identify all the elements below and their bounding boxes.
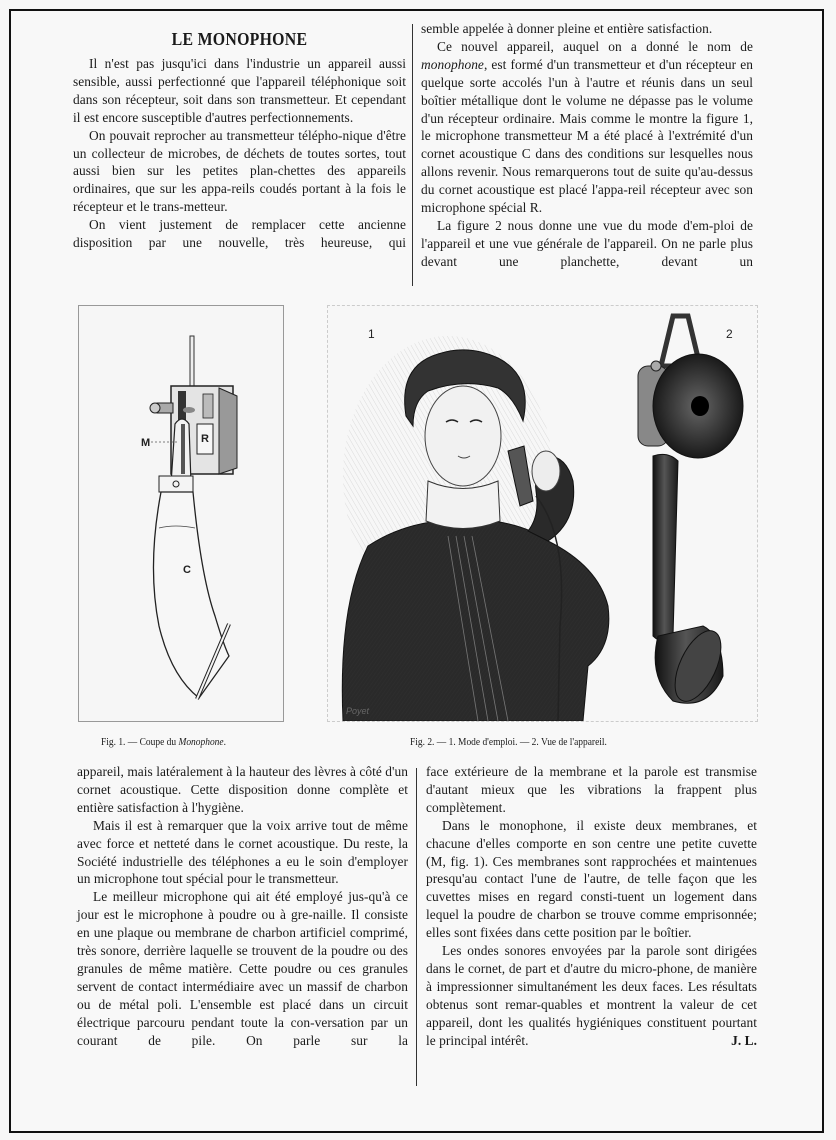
- label-c: C: [183, 564, 191, 576]
- text: Ce nouvel appareil, auquel on a donné le nom de: [437, 38, 753, 54]
- caption-italic: Monophone: [178, 737, 224, 748]
- column-bottom-left: [77, 763, 408, 1050]
- figure-1-caption: [101, 737, 226, 748]
- paragraph: On vient justement de remplacer cette ancienne disposition par une nouvelle, très heureuse, qui: [73, 217, 406, 251]
- paragraph: Mais il est à remarquer que la voix arrive tout de même avec force et netteté dans le cornet acoustique. Du reste, la Société industrielle des téléphones a eu le soin d'employer un microphone tout spécial pour le transmetteur.: [77, 817, 408, 887]
- paragraph-continuation: semble appelée à donner pleine et entière satisfaction.: [421, 21, 713, 36]
- label-m: M: [141, 437, 151, 449]
- text: Les ondes sonores envoyées par la parole sont dirigées dans le cornet, de part et d'autre du micro-phone, de manière à impressionner simultanément les deux faces. Les résultats obtenus sont remar-quables et montrent la valeur de cet appareil, dont les qualités hygiéniques constituent pourtant le principal intérêt.: [426, 943, 757, 1048]
- monophone-cross-section-drawing: [79, 306, 283, 721]
- column-bottom-right: [426, 763, 757, 1050]
- paragraph: La figure 2 nous donne une vue du mode d'em-ploi de l'appareil et une vue générale de l'appareil. On ne parle plus devant une planchette, devant un: [421, 217, 753, 269]
- paragraph: [421, 38, 753, 217]
- paragraph: Dans le monophone, il existe deux membranes, et chacune d'elles comporte en son centre une petite cuvette (M, fig. 1). Ces membranes sont rapprochées et maintenues presqu'au contact l'une de l'autre, de telle façon que les cuvettes mises en regard consti-tuent un logement dans lequel la poudre de charbon se trouve comme emprisonnée; elles sont fixées dans cette position par le boîtier.: [426, 817, 757, 941]
- paragraph-continuation: face extérieure de la membrane et la parole est transmise d'autant mieux que les vibrations la frappent plus complètement.: [426, 764, 757, 815]
- paragraph-continuation: appareil, mais latéralement à la hauteur des lèvres à côté d'un cornet acoustique. Cette disposition donne complète et entière satisfaction à l'hygiène.: [77, 764, 408, 815]
- figure-1-cross-section: [78, 305, 284, 722]
- column-top-right: [421, 20, 753, 271]
- panel-number-1: 1: [368, 327, 375, 341]
- italic-term: monophone: [421, 56, 484, 72]
- acoustic-horn: [153, 492, 229, 698]
- paragraph: [426, 942, 757, 1049]
- paragraph: Il n'est pas jusqu'ici dans l'industrie un appareil aussi sensible, aussi perfectionné que l'appareil téléphonique soit dans son récepteur, soit dans son transmetteur. Et cependant il est encore susceptible d'autres perfectionnements.: [73, 56, 406, 125]
- text: , est formé d'un transmetteur et d'un récepteur en quelque sorte accolés l'un à l'autre et réunis dans un seul boîtier métallique dont le volume ne dépasse pas le volume d'un récepteur ordinaire. Mais comme le montre la figure 1, le microphone transmetteur M a été placé à l'extrémité d'un cornet acoustique C dans des conditions sur lesquelles nous allons revenir. Nous remarquerons tout de suite qu'au-dessus du cornet acoustique est placé l'appa-reil récepteur avec son microphone spécial R.: [421, 56, 753, 216]
- column-top-left: [73, 28, 406, 252]
- rod: [190, 336, 194, 388]
- figure-2-caption: Fig. 2. — 1. Mode d'emploi. — 2. Vue de l'appareil.: [410, 737, 607, 748]
- caption-text: Fig. 1. — Coupe du: [101, 737, 179, 748]
- figure-2-illustration: [327, 305, 758, 722]
- artist-signature: Poyet: [346, 706, 370, 716]
- column-divider-top: [412, 24, 413, 286]
- device-horn: [653, 454, 678, 641]
- author-signature: J. L.: [731, 1032, 757, 1048]
- caption-text: .: [223, 737, 226, 748]
- woman-using-monophone-engraving: [328, 306, 757, 721]
- label-r: R: [201, 433, 209, 445]
- article-title: LE MONOPHONE: [171, 29, 308, 49]
- column-divider-bottom: [416, 768, 417, 1086]
- panel-number-2: 2: [726, 327, 733, 341]
- paragraph: On pouvait reprocher au transmetteur télépho-nique d'être un collecteur de microbes, de déchets de toutes sortes, tout aussi bien sur les petites plan-chettes des appareils ordinaires, que sur les appa-reils coudés portant à la fois le récepteur et le trans-metteur.: [73, 127, 406, 215]
- paragraph: Le meilleur microphone qui ait été employé jus-qu'à ce jour est le microphone à poudre ou à gre-naille. Il consiste en une plaque ou membrane de charbon artificiel comprimé, très sonore, derrière laquelle se trouvent de la poudre ou des granules de même matière. Cette poudre ou ces granules servent de contact intermédiaire avec un massif de charbon ou de métal poli. L'ensemble est placé dans un circuit électrique parcouru pendant toute la con-versation par un courant de pile. On parle sur la: [77, 889, 408, 1048]
